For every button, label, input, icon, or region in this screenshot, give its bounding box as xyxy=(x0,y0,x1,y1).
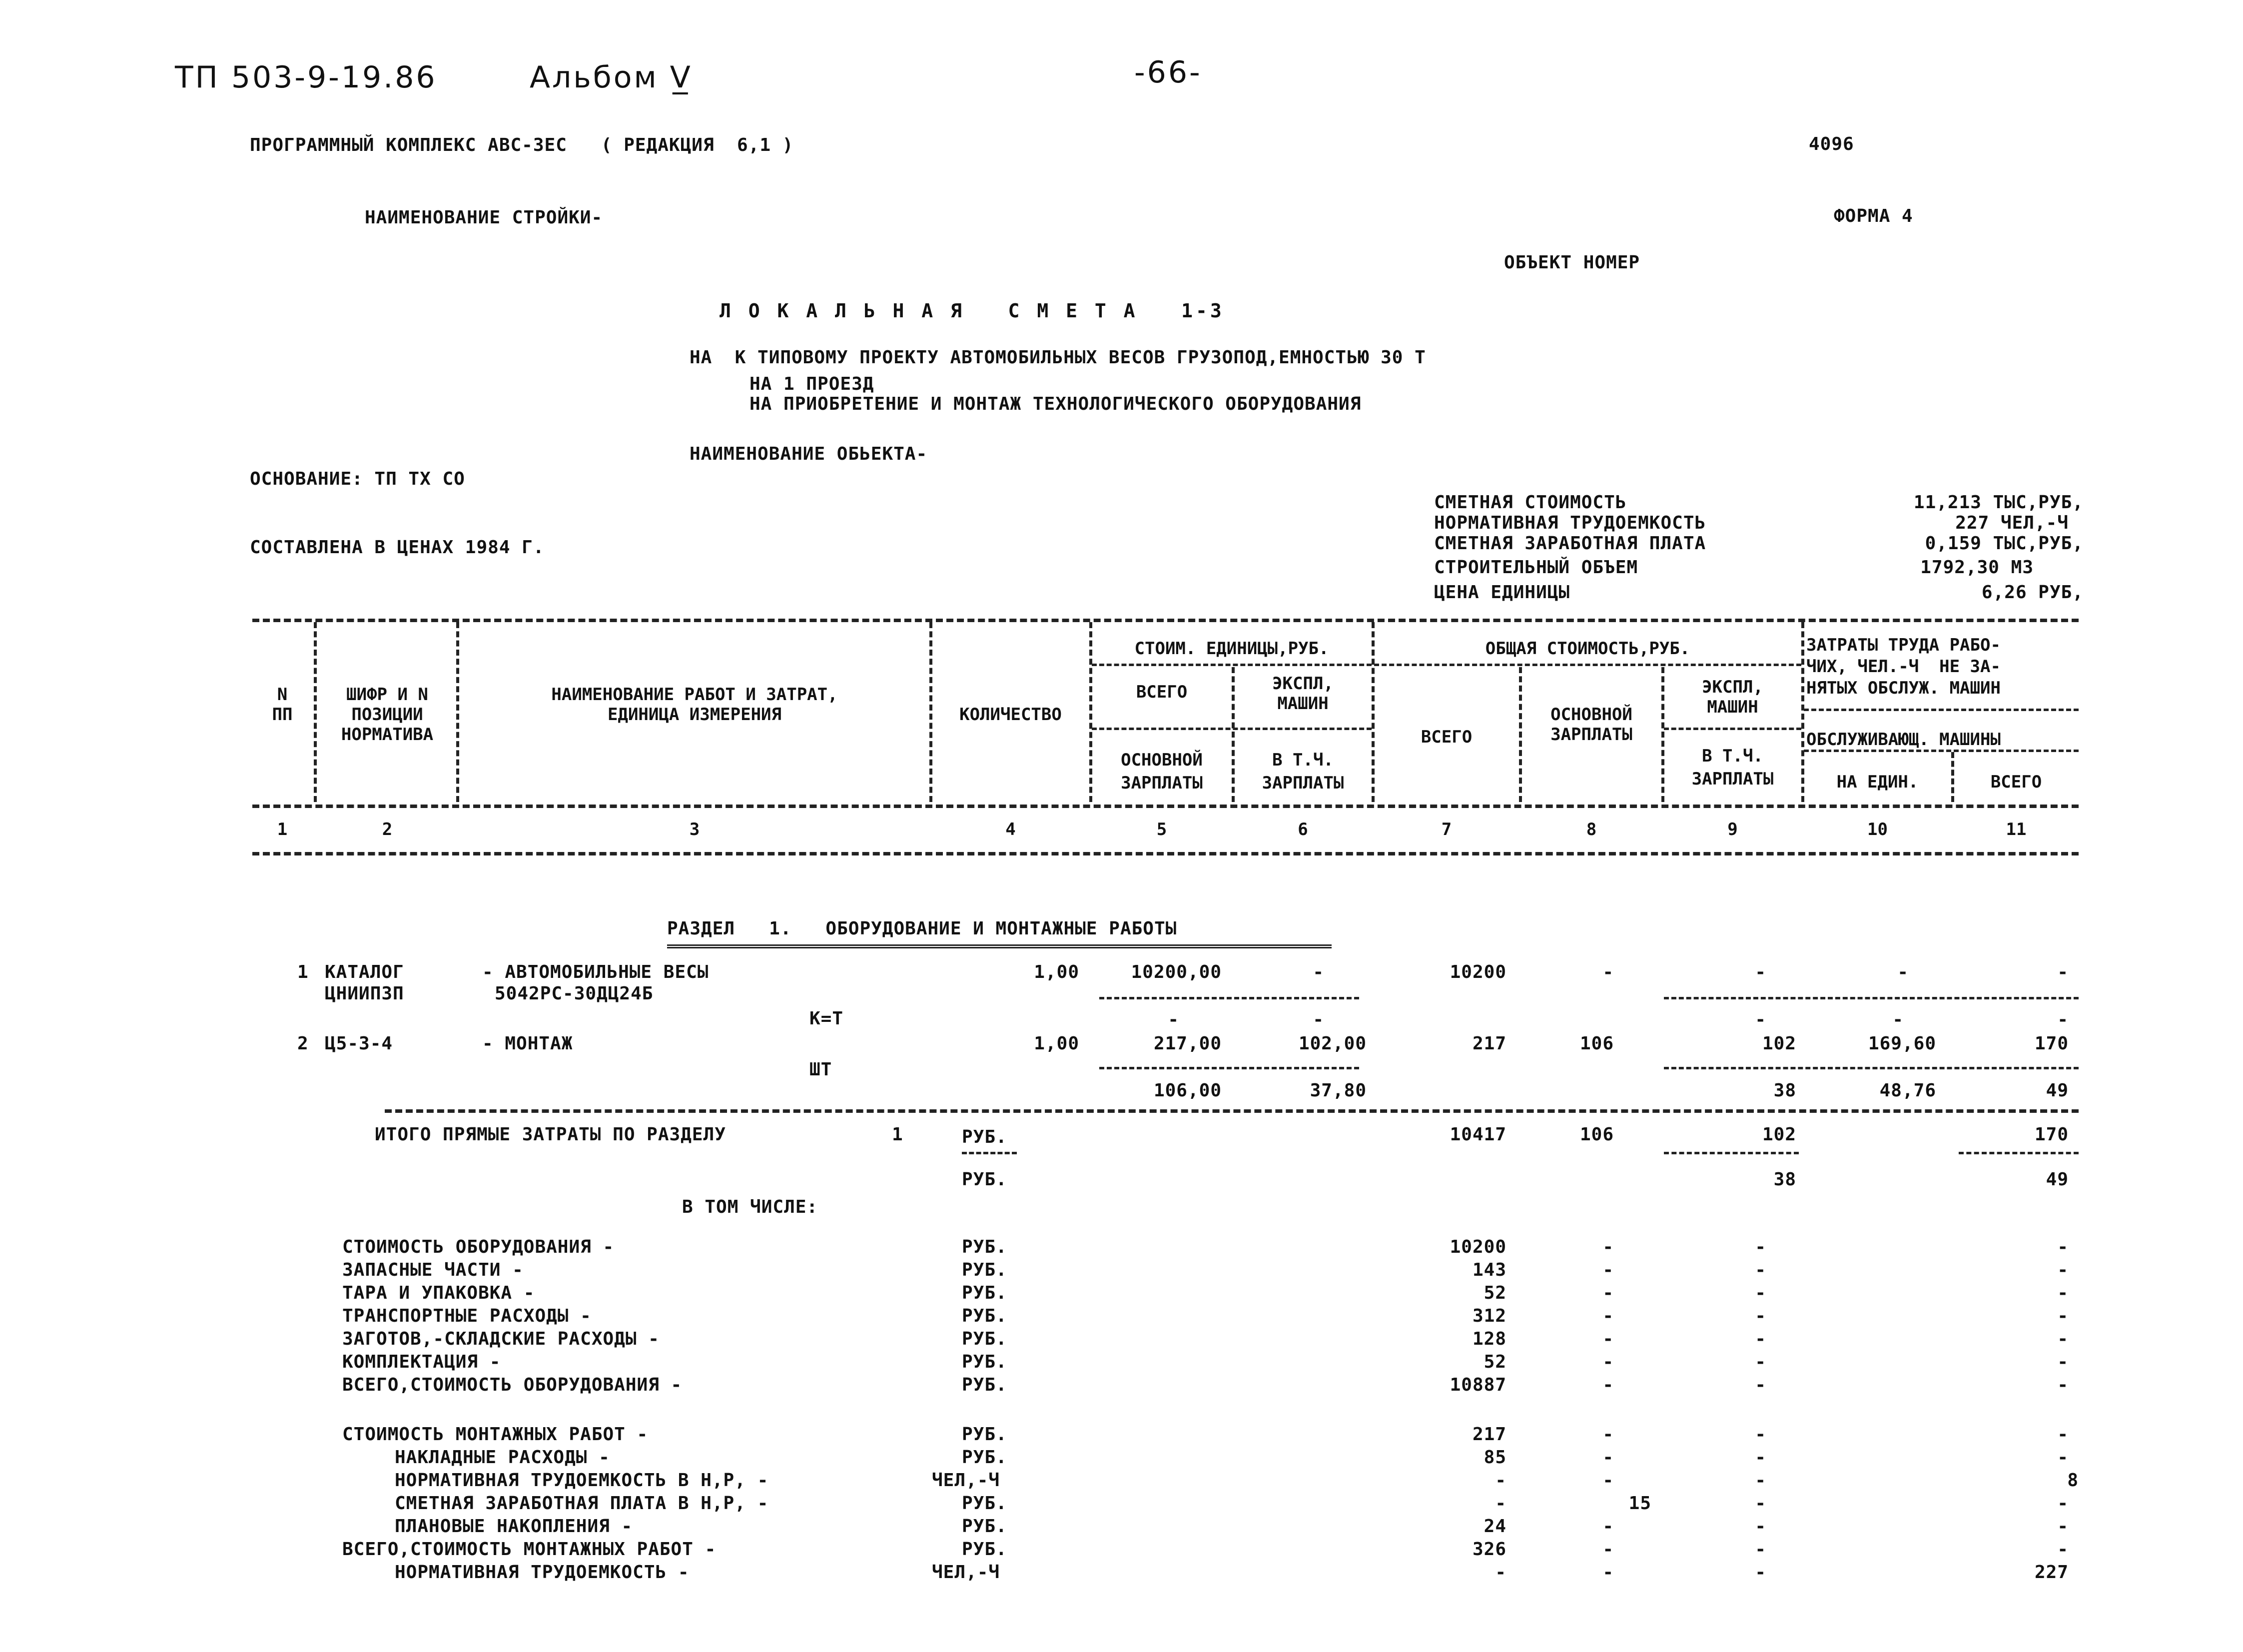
item-base-pay: - xyxy=(1602,1470,1614,1491)
item-total: - xyxy=(1495,1562,1506,1583)
item-labor: 8 xyxy=(2067,1470,2079,1491)
item-total: 143 xyxy=(1472,1260,1506,1280)
row-labor-total: 170 xyxy=(2034,1033,2069,1054)
item-label: КОМПЛЕКТАЦИЯ - xyxy=(342,1352,501,1372)
item-base-pay: - xyxy=(1602,1352,1614,1372)
item-total: 52 xyxy=(1484,1352,1506,1372)
item-total: 312 xyxy=(1472,1306,1506,1326)
section-total-machines: 102 xyxy=(1762,1124,1796,1145)
item-unit: РУБ. xyxy=(962,1447,1007,1468)
summary-value: 0,159 ТЫС,РУБ, xyxy=(1925,533,2084,554)
row-incl-pay: - xyxy=(1755,1009,1766,1030)
row-number: 1 xyxy=(297,962,309,982)
item-machines: - xyxy=(1755,1562,1766,1583)
item-total: 10887 xyxy=(1450,1375,1506,1395)
item-label: НОРМАТИВНАЯ ТРУДОЕМКОСТЬ В Н,Р, - xyxy=(395,1470,769,1491)
item-machines: - xyxy=(1755,1539,1766,1560)
form-label: ФОРМА 4 xyxy=(1834,206,1913,226)
row-labor-unit: - xyxy=(1897,962,1909,982)
row-subrule xyxy=(1664,997,2079,999)
column-number: 1 xyxy=(277,820,288,839)
column-number: 10 xyxy=(1867,820,1888,839)
item-base-pay: - xyxy=(1602,1516,1614,1537)
document-code: ТП 503-9-19.86 xyxy=(175,60,437,95)
item-labor: - xyxy=(2057,1424,2069,1445)
column-number: 9 xyxy=(1727,820,1738,839)
header-inner-rule xyxy=(1804,750,2079,752)
row-qty: 1,00 xyxy=(1034,1033,1079,1054)
header-n: N ПП xyxy=(272,685,293,725)
row-labor-unit: 169,60 xyxy=(1868,1033,1936,1054)
item-label: ВСЕГО,СТОИМОСТЬ МОНТАЖНЫХ РАБОТ - xyxy=(342,1539,717,1560)
item-machines: - xyxy=(1755,1447,1766,1468)
total-subrule xyxy=(1959,1152,2079,1154)
item-labor: - xyxy=(2057,1493,2069,1514)
row-code: КАТАЛОГ xyxy=(325,962,404,982)
section-underline xyxy=(667,944,1332,948)
section-total-unit-2: РУБ. xyxy=(962,1169,1007,1190)
item-label: СМЕТНАЯ ЗАРАБОТНАЯ ПЛАТА В Н,Р, - xyxy=(395,1493,769,1514)
row-name: - МОНТАЖ xyxy=(482,1033,573,1054)
item-machines: - xyxy=(1755,1260,1766,1280)
row-unit-incl-pay: 37,80 xyxy=(1310,1080,1367,1101)
summary-value: 227 ЧЕЛ,-Ч xyxy=(1955,513,2069,533)
row-unit-total: 217,00 xyxy=(1153,1033,1222,1054)
item-unit: РУБ. xyxy=(962,1283,1007,1303)
item-labor: - xyxy=(2057,1329,2069,1349)
column-number: 6 xyxy=(1298,820,1308,839)
header-total-base-pay: ОСНОВНОЙ ЗАРПЛАТЫ xyxy=(1550,705,1632,745)
row-unit: ШТ xyxy=(809,1059,832,1080)
row-qty: 1,00 xyxy=(1034,962,1079,982)
item-unit: РУБ. xyxy=(962,1539,1007,1560)
row-total: 217 xyxy=(1472,1033,1506,1054)
item-machines: - xyxy=(1755,1237,1766,1257)
header-qty: КОЛИЧЕСТВО xyxy=(959,705,1062,725)
row-unit-base-pay: - xyxy=(1168,1009,1179,1030)
column-number: 7 xyxy=(1441,820,1452,839)
numbers-bottom-rule xyxy=(252,852,2079,855)
item-unit: РУБ. xyxy=(962,1237,1007,1257)
summary-label: СМЕТНАЯ СТОИМОСТЬ xyxy=(1434,492,1627,513)
header-unit-total: ВСЕГО xyxy=(1136,682,1188,702)
item-label: НОРМАТИВНАЯ ТРУДОЕМКОСТЬ - xyxy=(395,1562,690,1583)
item-base-pay: - xyxy=(1602,1375,1614,1395)
item-total: 10200 xyxy=(1450,1237,1506,1257)
item-unit: РУБ. xyxy=(962,1329,1007,1349)
item-unit: РУБ. xyxy=(962,1260,1007,1280)
item-unit: РУБ. xyxy=(962,1516,1007,1537)
section-total-label: ИТОГО ПРЯМЫЕ ЗАТРАТЫ ПО РАЗДЕЛУ xyxy=(375,1124,726,1145)
header-labor-per-unit: НА ЕДИН. xyxy=(1836,772,1919,792)
total-subrule xyxy=(1664,1152,1799,1154)
item-total: 217 xyxy=(1472,1424,1506,1445)
header-name: НАИМЕНОВАНИЕ РАБОТ И ЗАТРАТ, ЕДИНИЦА ИЗМЕРЕНИЯ xyxy=(551,685,838,725)
header-unit-base-pay: ОСНОВНОЙ ЗАРПЛАТЫ xyxy=(1121,750,1203,793)
item-total: 52 xyxy=(1484,1283,1506,1303)
item-label: НАКЛАДНЫЕ РАСХОДЫ - xyxy=(395,1447,610,1468)
item-machines: - xyxy=(1755,1375,1766,1395)
row-unit-machines: - xyxy=(1313,962,1324,982)
item-base-pay: - xyxy=(1602,1283,1614,1303)
title-line-3: НА ПРИОБРЕТЕНИЕ И МОНТАЖ ТЕХНОЛОГИЧЕСКОГО ОБОРУДОВАНИЯ xyxy=(749,394,1362,414)
basis-line: ОСНОВАНИЕ: ТП ТХ СО xyxy=(250,469,465,489)
item-label: ВСЕГО,СТОИМОСТЬ ОБОРУДОВАНИЯ - xyxy=(342,1375,683,1395)
header-inner-rule xyxy=(1374,664,1801,666)
row-unit-machines: 102,00 xyxy=(1298,1033,1367,1054)
row-coefficient: К=Т xyxy=(809,1008,844,1029)
title-line-2: НА 1 ПРОЕЗД xyxy=(749,374,874,394)
row-unit-total: 10200,00 xyxy=(1131,962,1222,982)
item-total: 24 xyxy=(1484,1516,1506,1537)
item-total: 326 xyxy=(1472,1539,1506,1560)
item-machines: - xyxy=(1755,1306,1766,1326)
header-inner-rule xyxy=(1804,709,2079,711)
row-subrule xyxy=(1664,1067,2079,1069)
row-base-pay: 106 xyxy=(1579,1033,1614,1054)
row-name: - АВТОМОБИЛЬНЫЕ ВЕСЫ xyxy=(482,962,709,982)
document-number: 4096 xyxy=(1809,134,1854,154)
row-base-pay: - xyxy=(1602,962,1614,982)
section-total-rule xyxy=(385,1109,2079,1113)
row-code-2: ЦНИИПЗП xyxy=(325,983,404,1004)
row-subrule xyxy=(1099,997,1359,999)
header-inner-rule xyxy=(1092,728,1372,730)
item-labor: - xyxy=(2057,1237,2069,1257)
item-base-pay: - xyxy=(1602,1260,1614,1280)
album-label: Альбом V̲ xyxy=(530,60,693,95)
item-labor: - xyxy=(2057,1447,2069,1468)
section-total-labor: 170 xyxy=(2034,1124,2069,1145)
item-labor: - xyxy=(2057,1516,2069,1537)
item-labor: - xyxy=(2057,1283,2069,1303)
row-name-2: 5042РС-30ДЦ24Б xyxy=(495,983,654,1004)
row-labor-total-b: 49 xyxy=(2046,1080,2069,1101)
item-base-pay: - xyxy=(1602,1237,1614,1257)
header-labor: ЗАТРАТЫ ТРУДА РАБО- ЧИХ, ЧЕЛ.-Ч НЕ ЗА- НЯТЫХ ОБСЛУЖ. МАШИН xyxy=(1806,635,2001,698)
section-total-unit: РУБ. xyxy=(962,1127,1007,1147)
section-title: РАЗДЕЛ 1. ОБОРУДОВАНИЕ И МОНТАЖНЫЕ РАБОТЫ xyxy=(667,918,1177,939)
header-total-machines: ЭКСПЛ, МАШИН xyxy=(1702,677,1763,717)
summary-label: СМЕТНАЯ ЗАРАБОТНАЯ ПЛАТА xyxy=(1434,533,1706,554)
header-total-incl-pay: В Т.Ч. ЗАРПЛАТЫ xyxy=(1691,746,1774,789)
item-labor: - xyxy=(2057,1375,2069,1395)
section-total-sum: 10417 xyxy=(1450,1124,1506,1145)
item-base-pay: - xyxy=(1602,1562,1614,1583)
item-label: ТРАНСПОРТНЫЕ РАСХОДЫ - xyxy=(342,1306,592,1326)
item-base-pay: - xyxy=(1602,1306,1614,1326)
row-machines: 102 xyxy=(1762,1033,1796,1054)
table-top-rule xyxy=(252,619,2079,622)
header-labor-total: ВСЕГО xyxy=(1990,772,2042,792)
row-unit-incl-pay: - xyxy=(1313,1009,1324,1030)
column-separator xyxy=(314,622,317,802)
summary-value: 11,213 ТЫС,РУБ, xyxy=(1913,492,2084,513)
column-number: 4 xyxy=(1005,820,1016,839)
row-labor-total-b: - xyxy=(2057,1009,2069,1030)
item-machines: - xyxy=(1755,1424,1766,1445)
row-labor-unit-b: 48,76 xyxy=(1879,1080,1936,1101)
item-total: 85 xyxy=(1484,1447,1506,1468)
header-unit-cost: СТОИМ. ЕДИНИЦЫ,РУБ. xyxy=(1134,639,1329,659)
column-number: 8 xyxy=(1586,820,1597,839)
object-name-label: НАИМЕНОВАНИЕ ОБЬЕКТА- xyxy=(690,444,928,464)
item-machines: - xyxy=(1755,1283,1766,1303)
including-label: В ТОМ ЧИСЛЕ: xyxy=(682,1197,818,1217)
item-machines: - xyxy=(1755,1352,1766,1372)
item-label: ТАРА И УПАКОВКА - xyxy=(342,1283,535,1303)
page-number: -66- xyxy=(1134,55,1202,90)
estimate-heading: Л О К А Л Ь Н А Я С М Е Т А 1-3 xyxy=(720,300,1225,322)
header-total-cost: ОБЩАЯ СТОИМОСТЬ,РУБ. xyxy=(1485,639,1690,659)
item-unit: РУБ. xyxy=(962,1352,1007,1372)
item-label: СТОИМОСТЬ ОБОРУДОВАНИЯ - xyxy=(342,1237,615,1257)
price-level-line: СОСТАВЛЕНА В ЦЕНАХ 1984 Г. xyxy=(250,537,545,558)
item-base-pay: - xyxy=(1602,1539,1614,1560)
unit-subrule xyxy=(962,1152,1017,1154)
item-unit: РУБ. xyxy=(962,1424,1007,1445)
title-line-1: НА К ТИПОВОМУ ПРОЕКТУ АВТОМОБИЛЬНЫХ ВЕСОВ ГРУЗОПОД,ЕМНОСТЬЮ 30 Т xyxy=(690,347,1426,368)
item-labor: - xyxy=(2057,1306,2069,1326)
item-unit: ЧЕЛ,-Ч xyxy=(932,1562,1000,1583)
object-number-label: ОБЪЕКТ НОМЕР xyxy=(1504,252,1640,273)
item-base-pay: - xyxy=(1602,1424,1614,1445)
header-bottom-rule xyxy=(252,805,2079,808)
item-base-pay: - xyxy=(1602,1329,1614,1349)
row-machines: - xyxy=(1755,962,1766,982)
item-machines: - xyxy=(1755,1470,1766,1491)
item-total: - xyxy=(1495,1493,1506,1514)
section-total-base-pay: 106 xyxy=(1579,1124,1614,1145)
item-labor: - xyxy=(2057,1539,2069,1560)
section-total-number: 1 xyxy=(892,1124,903,1145)
row-labor-unit-b: - xyxy=(1892,1009,1904,1030)
section-total-labor-b: 49 xyxy=(2046,1169,2069,1190)
header-labor-service: ОБСЛУЖИВАЮЩ. МАШИНЫ xyxy=(1806,730,2001,750)
item-labor: - xyxy=(2057,1352,2069,1372)
item-unit: ЧЕЛ,-Ч xyxy=(932,1470,1000,1491)
item-machines: - xyxy=(1755,1516,1766,1537)
construction-name-label: НАИМЕНОВАНИЕ СТРОЙКИ- xyxy=(365,207,603,228)
program-line: ПРОГРАММНЫЙ КОМПЛЕКС АВС-3ЕС ( РЕДАКЦИЯ 6,1 ) xyxy=(250,135,794,155)
item-label: ПЛАНОВЫЕ НАКОПЛЕНИЯ - xyxy=(395,1516,633,1537)
item-base-pay: - xyxy=(1602,1447,1614,1468)
item-label: ЗАПАСНЫЕ ЧАСТИ - xyxy=(342,1260,524,1280)
row-subrule xyxy=(1099,1067,1359,1069)
header-inner-rule xyxy=(1664,728,1801,730)
item-machines: - xyxy=(1755,1493,1766,1514)
item-unit: РУБ. xyxy=(962,1306,1007,1326)
column-number: 5 xyxy=(1156,820,1167,839)
item-labor: 227 xyxy=(2034,1562,2069,1583)
summary-label: НОРМАТИВНАЯ ТРУДОЕМКОСТЬ xyxy=(1434,513,1706,533)
header-inner-rule xyxy=(1092,664,1372,666)
item-unit: РУБ. xyxy=(962,1375,1007,1395)
row-incl-pay: 38 xyxy=(1773,1080,1796,1101)
item-label: СТОИМОСТЬ МОНТАЖНЫХ РАБОТ - xyxy=(342,1424,649,1445)
item-total: 128 xyxy=(1472,1329,1506,1349)
item-label: ЗАГОТОВ,-СКЛАДСКИЕ РАСХОДЫ - xyxy=(342,1329,660,1349)
column-number: 3 xyxy=(689,820,700,839)
row-number: 2 xyxy=(297,1033,309,1054)
summary-label: ЦЕНА ЕДИНИЦЫ xyxy=(1434,582,1570,603)
item-machines: - xyxy=(1755,1329,1766,1349)
item-base-pay: 15 xyxy=(1628,1493,1651,1514)
summary-value: 1792,30 М3 xyxy=(1920,557,2034,578)
column-number: 11 xyxy=(2006,820,2027,839)
section-total-incl-pay: 38 xyxy=(1773,1169,1796,1190)
summary-value: 6,26 РУБ, xyxy=(1981,582,2084,603)
header-total-all: ВСЕГО xyxy=(1421,727,1473,747)
header-unit-incl-pay: В Т.Ч. ЗАРПЛАТЫ xyxy=(1262,750,1344,793)
summary-label: СТРОИТЕЛЬНЫЙ ОБЪЕМ xyxy=(1434,557,1638,578)
header-unit-machines: ЭКСПЛ, МАШИН xyxy=(1272,674,1334,714)
row-unit-base-pay: 106,00 xyxy=(1153,1080,1222,1101)
item-unit: РУБ. xyxy=(962,1493,1007,1514)
column-number: 2 xyxy=(382,820,393,839)
item-labor: - xyxy=(2057,1260,2069,1280)
header-code: ШИФР И N ПОЗИЦИИ НОРМАТИВА xyxy=(341,685,434,745)
row-labor-total: - xyxy=(2057,962,2069,982)
row-code: Ц5-3-4 xyxy=(325,1033,393,1054)
item-total: - xyxy=(1495,1470,1506,1491)
row-total: 10200 xyxy=(1450,962,1506,982)
